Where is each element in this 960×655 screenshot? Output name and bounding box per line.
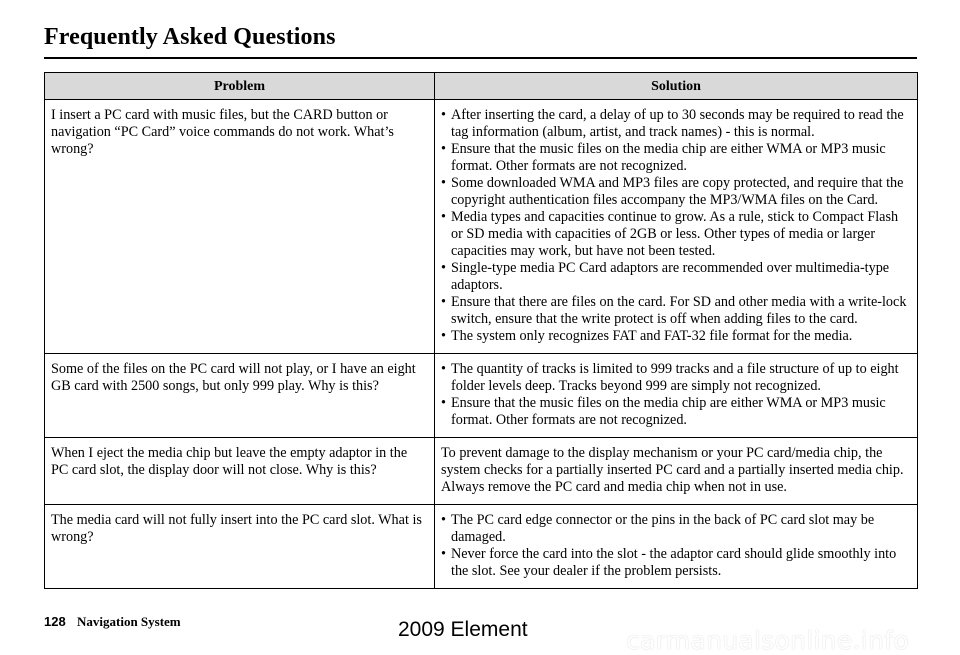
table-row xyxy=(45,354,918,438)
solution-item: • Never force the card into the slot - the adaptor card should glide smoothly into the slot. See your dealer if the problem persists. xyxy=(441,546,911,580)
table-header-row xyxy=(45,73,918,100)
problem-cell: Some of the files on the PC card will not play, or I have an eight GB card with 2500 songs, but only 999 play. Why is this? xyxy=(45,354,435,438)
solution-item: • Ensure that the music files on the media chip are either WMA or MP3 music format. Other formats are not recognized. xyxy=(441,141,911,175)
model-watermark: 2009 Element xyxy=(398,618,528,641)
solution-item: • Ensure that there are files on the card. For SD and other media with a write-lock switch, ensure that the write protect is off when adding files to the card. xyxy=(441,294,911,328)
faq-table xyxy=(44,72,918,589)
solution-item: • The quantity of tracks is limited to 999 tracks and a file structure of up to eight folder levels deep. Tracks beyond 999 are simply not recognized. xyxy=(441,361,911,395)
problem-cell: When I eject the media chip but leave the empty adaptor in the PC card slot, the display door will not close. Why is this? xyxy=(45,438,435,505)
title-rule xyxy=(44,57,917,59)
solution-item: • After inserting the card, a delay of up to 30 seconds may be required to read the tag information (album, artist, and track names) - this is normal. xyxy=(441,107,911,141)
table-row xyxy=(45,505,918,589)
solution-item: • Some downloaded WMA and MP3 files are copy protected, and require that the copyright authentication files accompany the MP3/WMA files on the Card. xyxy=(441,175,911,209)
solution-cell xyxy=(435,100,918,354)
solution-list xyxy=(441,361,911,429)
page-title: Frequently Asked Questions xyxy=(44,24,336,50)
problem-cell: I insert a PC card with music files, but the CARD button or navigation “PC Card” voice commands do not work. What’s wrong? xyxy=(45,100,435,354)
solution-list xyxy=(441,512,911,580)
solution-list xyxy=(441,107,911,345)
solution-item: • Media types and capacities continue to grow. As a rule, stick to Compact Flash or SD media with capacities of 2GB or less. Other types of media or larger capacities may work, but have not been tested. xyxy=(441,209,911,260)
solution-item: • The PC card edge connector or the pins in the back of PC card slot may be damaged. xyxy=(441,512,911,546)
page-number: 128 xyxy=(44,614,66,629)
solution-item: • Ensure that the music files on the media chip are either WMA or MP3 music format. Other formats are not recognized. xyxy=(441,395,911,429)
table-row xyxy=(45,438,918,505)
solution-cell xyxy=(435,505,918,589)
solution-cell xyxy=(435,354,918,438)
problem-cell: The media card will not fully insert into the PC card slot. What is wrong? xyxy=(45,505,435,589)
solution-item: • Single-type media PC Card adaptors are recommended over multimedia-type adaptors. xyxy=(441,260,911,294)
column-header-problem: Problem xyxy=(45,73,435,100)
solution-item: • The system only recognizes FAT and FAT-32 file format for the media. xyxy=(441,328,911,345)
section-label: Navigation System xyxy=(77,614,181,629)
site-watermark: carmanualsonline.info xyxy=(626,626,909,655)
column-header-solution: Solution xyxy=(435,73,918,100)
table-row xyxy=(45,100,918,354)
solution-cell: To prevent damage to the display mechanism or your PC card/media chip, the system checks for a partially inserted PC card and a partially inserted media chip. Always remove the PC card and media chip when not in use. xyxy=(435,438,918,505)
